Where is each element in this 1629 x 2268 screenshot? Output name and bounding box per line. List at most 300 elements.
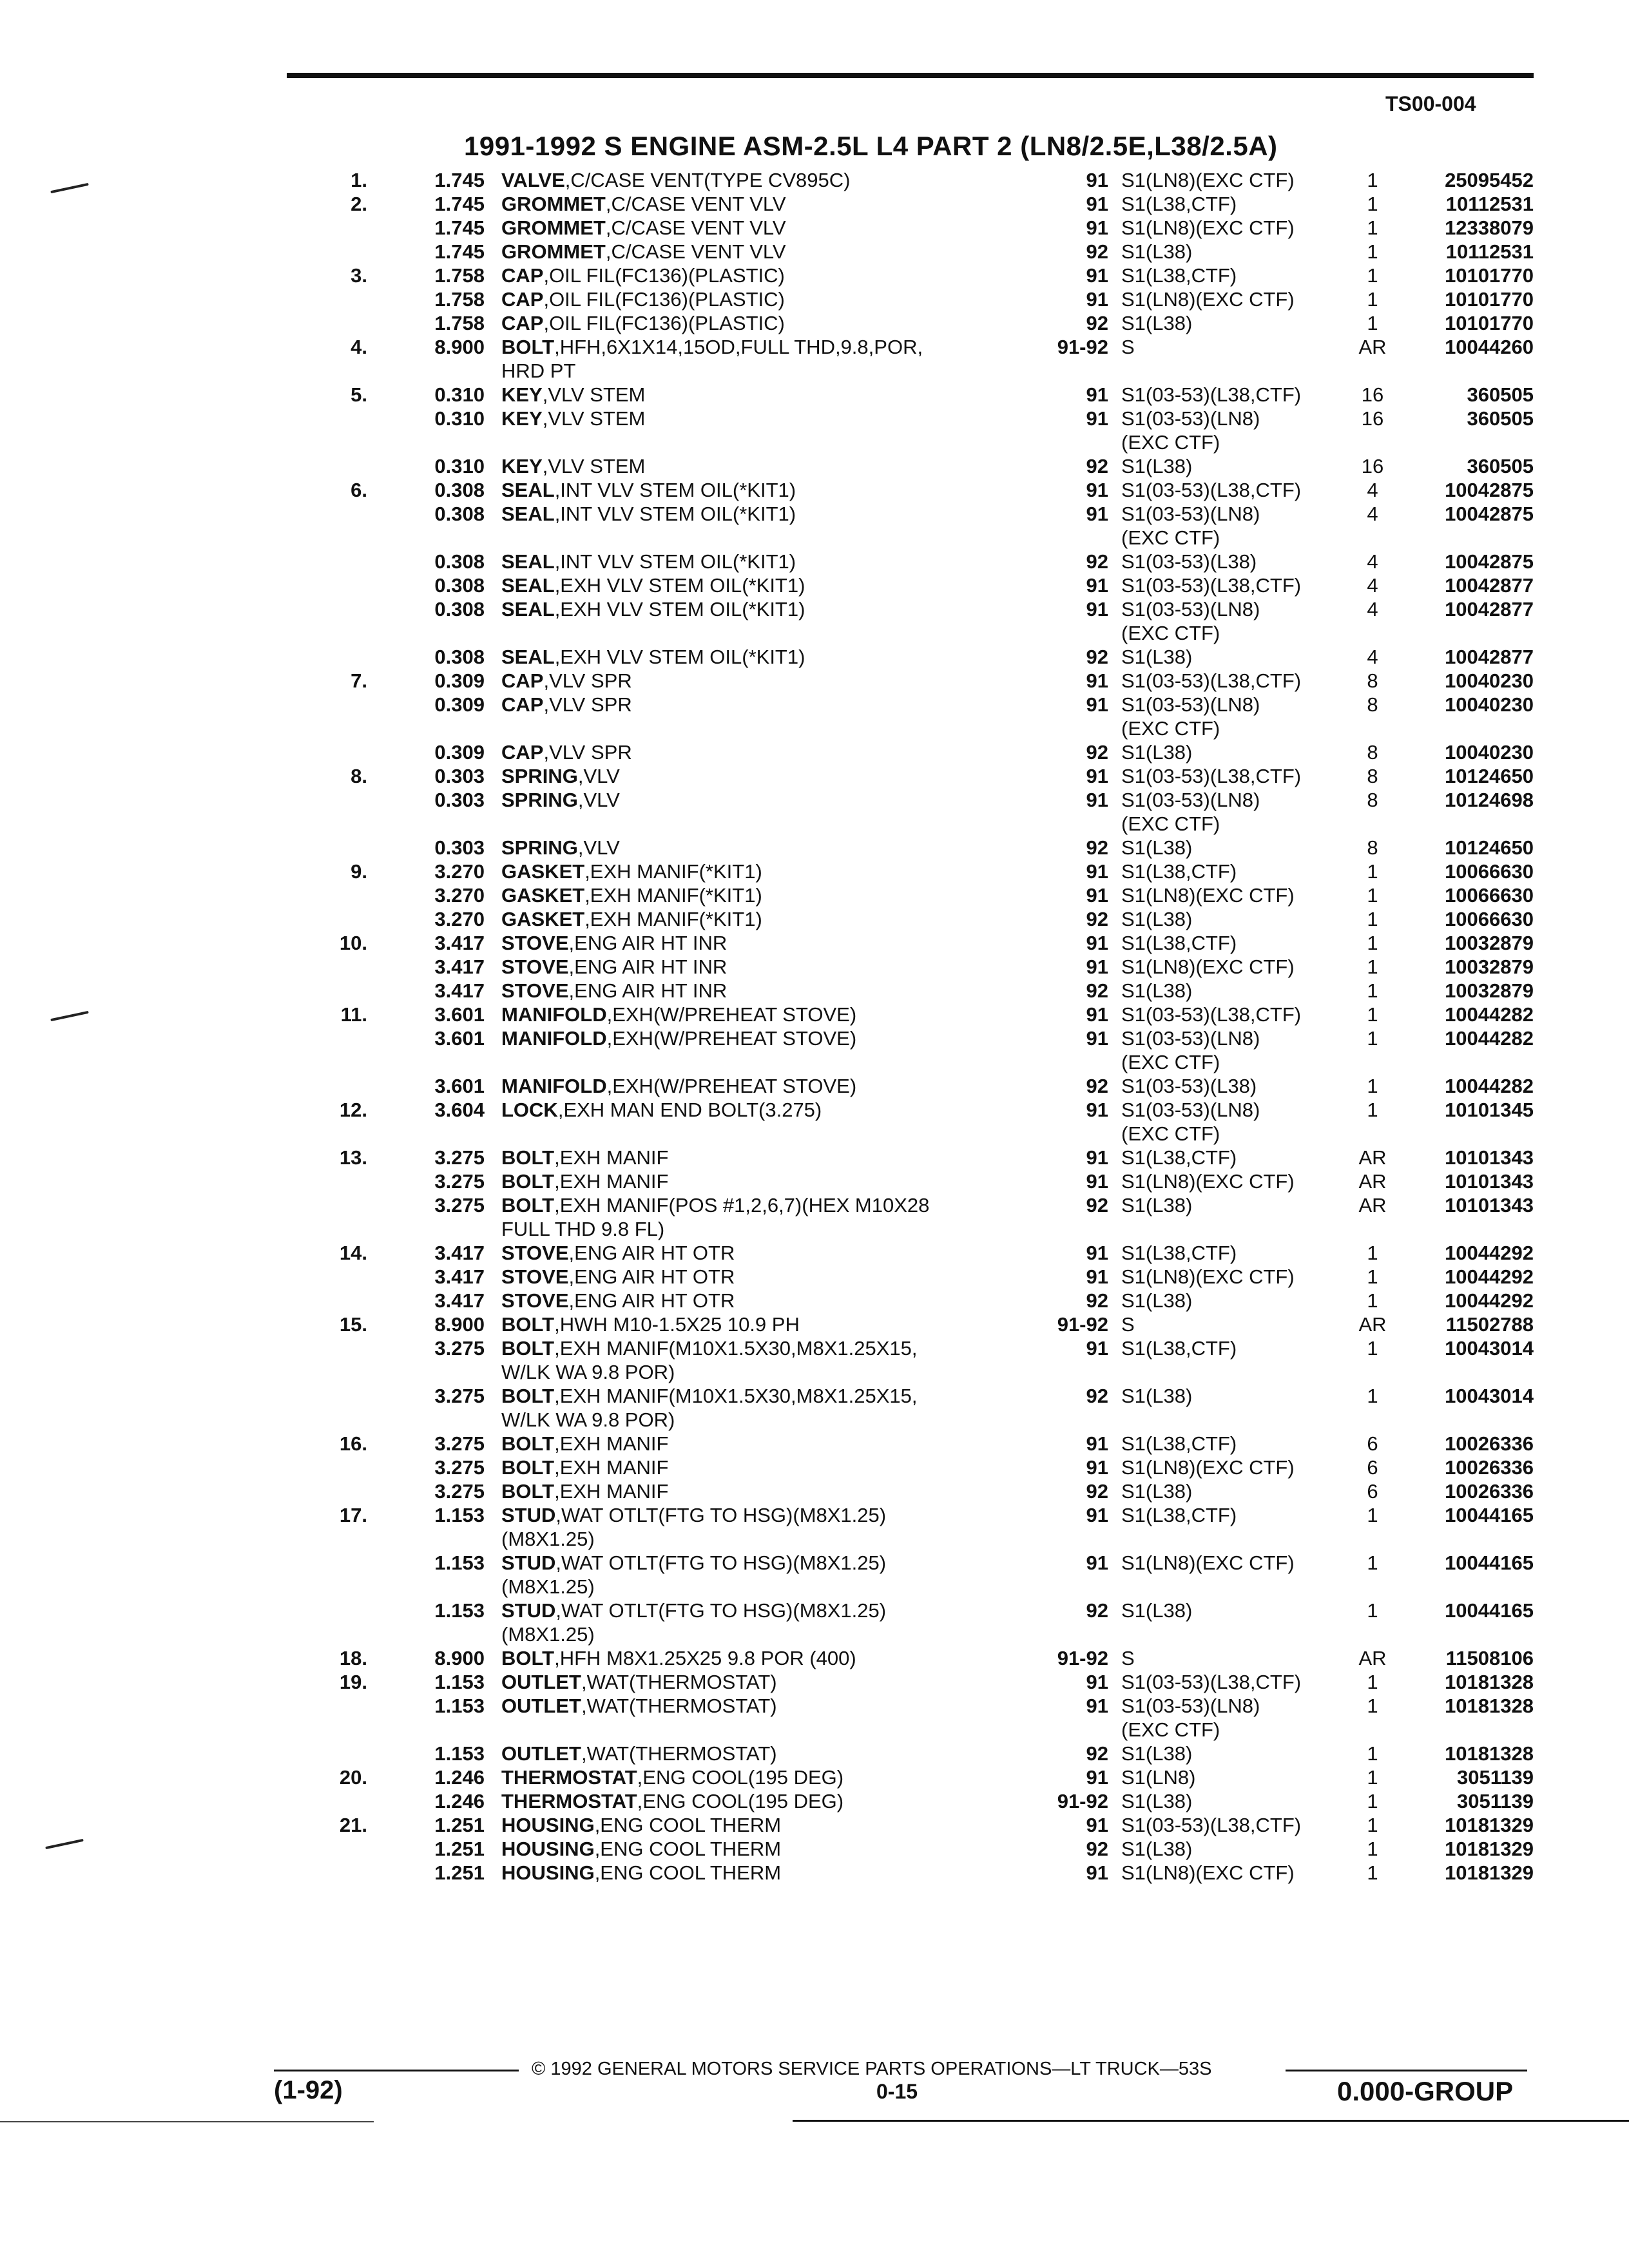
part-detail: ,WAT(THERMOSTAT) — [581, 1671, 777, 1693]
quantity: 1 — [1367, 193, 1378, 215]
group-number: 3.275 — [434, 1385, 485, 1407]
quantity: 1 — [1367, 1861, 1378, 1884]
model-year: 91 — [1086, 1003, 1108, 1026]
group-number: 3.275 — [434, 1337, 485, 1360]
group-number: 1.745 — [434, 169, 485, 191]
usage-code: (EXC CTF) — [1121, 717, 1220, 740]
usage-code: S1(LN8)(EXC CTF) — [1121, 216, 1295, 239]
part-detail: ,HWH M10-1.5X25 10.9 PH — [554, 1313, 800, 1336]
part-name: STUD — [501, 1552, 556, 1574]
quantity: 1 — [1367, 1385, 1378, 1407]
usage-code: S1(L38,CTF) — [1121, 1432, 1237, 1455]
group-number: 3.275 — [434, 1456, 485, 1479]
model-year: 91 — [1086, 932, 1108, 954]
model-year: 91-92 — [1057, 1313, 1108, 1336]
group-number: 1.251 — [434, 1838, 485, 1860]
quantity: 1 — [1367, 1742, 1378, 1765]
quantity: 1 — [1367, 860, 1378, 883]
table-row — [0, 288, 1629, 312]
quantity: 1 — [1367, 1599, 1378, 1622]
part-description — [501, 169, 1036, 192]
usage-code: S1(L38) — [1121, 646, 1193, 668]
part-description — [501, 216, 1036, 240]
part-description — [501, 1861, 1036, 1885]
model-year: 91 — [1086, 288, 1108, 311]
part-detail: ,VLV SPR — [543, 693, 632, 716]
part-name: STUD — [501, 1599, 556, 1622]
model-year: 91 — [1086, 574, 1108, 597]
part-name: STOVE — [501, 932, 569, 954]
part-number: 10040230 — [1445, 669, 1534, 692]
part-number: 25095452 — [1445, 169, 1534, 191]
part-detail: ,EXH MANIF — [554, 1480, 669, 1503]
group-number: 3.275 — [434, 1170, 485, 1193]
part-detail: W/LK WA 9.8 POR) — [501, 1408, 675, 1431]
part-description — [501, 1027, 1036, 1050]
model-year: 91 — [1086, 598, 1108, 620]
part-number: 10042875 — [1445, 503, 1534, 525]
model-year: 92 — [1086, 646, 1108, 668]
part-name: KEY — [501, 455, 543, 477]
part-name: GASKET — [501, 860, 585, 883]
usage-code: S1(LN8)(EXC CTF) — [1121, 956, 1295, 978]
quantity: 1 — [1367, 1099, 1378, 1121]
model-year: 91 — [1086, 1170, 1108, 1193]
part-detail: ,INT VLV STEM OIL(*KIT1) — [554, 503, 796, 525]
part-detail: ,ENG AIR HT INR — [568, 979, 728, 1002]
usage-code: S1(L38,CTF) — [1121, 1146, 1237, 1169]
part-number: 10044282 — [1445, 1003, 1534, 1026]
part-description — [501, 646, 1036, 669]
quantity: 1 — [1367, 169, 1378, 191]
part-description — [501, 574, 1036, 597]
quantity: 8 — [1367, 693, 1378, 716]
part-name: HOUSING — [501, 1814, 595, 1836]
part-name: MANIFOLD — [501, 1075, 607, 1097]
group-number: 3.270 — [434, 884, 485, 907]
illustration-number: 12. — [339, 1099, 367, 1121]
part-detail: ,C/CASE VENT VLV — [605, 240, 786, 263]
model-year: 91 — [1086, 1456, 1108, 1479]
part-description — [501, 1742, 1036, 1765]
part-name: OUTLET — [501, 1671, 581, 1693]
group-number: 1.758 — [434, 264, 485, 287]
group-number: 1.745 — [434, 240, 485, 263]
part-name: CAP — [501, 741, 544, 764]
illustration-number: 9. — [351, 860, 367, 883]
table-row — [0, 1122, 1629, 1146]
part-description — [501, 1552, 1036, 1575]
part-description — [501, 1242, 1036, 1265]
table-row — [0, 1337, 1629, 1361]
part-description — [501, 1313, 1036, 1336]
table-row — [0, 884, 1629, 908]
table-row — [0, 431, 1629, 455]
model-year: 91 — [1086, 503, 1108, 525]
part-detail: ,ENG AIR HT OTR — [568, 1265, 735, 1288]
part-name: BOLT — [501, 1313, 555, 1336]
part-detail: ,ENG COOL THERM — [594, 1814, 782, 1836]
quantity: 1 — [1367, 240, 1378, 263]
model-year: 92 — [1086, 1838, 1108, 1860]
part-name: SEAL — [501, 646, 555, 668]
table-row — [0, 1814, 1629, 1838]
table-row — [0, 264, 1629, 288]
model-year: 91-92 — [1057, 1790, 1108, 1812]
model-year: 91 — [1086, 1552, 1108, 1574]
group-number: 1.251 — [434, 1861, 485, 1884]
group-number: 3.275 — [434, 1480, 485, 1503]
table-row — [0, 1742, 1629, 1766]
part-description — [501, 407, 1036, 430]
part-name: CAP — [501, 669, 544, 692]
part-detail: ,EXH VLV STEM OIL(*KIT1) — [554, 646, 805, 668]
group-number: 1.153 — [434, 1671, 485, 1693]
group-number: 1.758 — [434, 312, 485, 334]
table-row — [0, 836, 1629, 860]
part-number: 10043014 — [1445, 1385, 1534, 1407]
part-number: 11502788 — [1445, 1313, 1534, 1336]
quantity: 6 — [1367, 1456, 1378, 1479]
part-description — [501, 1838, 1036, 1861]
part-detail: ,EXH MAN END BOLT(3.275) — [557, 1099, 822, 1121]
usage-code: S — [1121, 1647, 1135, 1669]
part-description — [501, 360, 1036, 383]
model-year: 91 — [1086, 1432, 1108, 1455]
group-number: 0.308 — [434, 550, 485, 573]
part-description — [501, 336, 1036, 359]
group-number: 3.601 — [434, 1003, 485, 1026]
table-row — [0, 479, 1629, 503]
quantity: 4 — [1367, 646, 1378, 668]
quantity: 1 — [1367, 884, 1378, 907]
part-description — [501, 1528, 1036, 1551]
part-number: 11508106 — [1445, 1647, 1534, 1669]
part-description — [501, 693, 1036, 716]
part-name: SPRING — [501, 789, 578, 811]
part-name: STUD — [501, 1504, 556, 1526]
part-description — [501, 455, 1036, 478]
table-row — [0, 526, 1629, 550]
part-number: 10066630 — [1445, 908, 1534, 930]
part-detail: ,EXH(W/PREHEAT STOVE) — [606, 1027, 857, 1050]
quantity: 1 — [1367, 1838, 1378, 1860]
part-detail: ,EXH MANIF(*KIT1) — [584, 908, 762, 930]
model-year: 92 — [1086, 979, 1108, 1002]
part-description — [501, 1575, 1036, 1599]
part-number: 10181328 — [1445, 1742, 1534, 1765]
usage-code: S1(LN8)(EXC CTF) — [1121, 1456, 1295, 1479]
table-row — [0, 1575, 1629, 1599]
model-year: 92 — [1086, 1194, 1108, 1216]
part-detail: ,EXH MANIF — [554, 1432, 669, 1455]
group-number: 0.308 — [434, 574, 485, 597]
part-name: HOUSING — [501, 1861, 595, 1884]
usage-code: S1(03-53)(LN8) — [1121, 407, 1260, 430]
model-year: 91 — [1086, 789, 1108, 811]
quantity: 1 — [1367, 312, 1378, 334]
model-year: 91 — [1086, 1504, 1108, 1526]
quantity: 4 — [1367, 550, 1378, 573]
part-detail: ,WAT OTLT(FTG TO HSG)(M8X1.25) — [555, 1504, 887, 1526]
group-number: 0.308 — [434, 598, 485, 620]
table-row — [0, 1027, 1629, 1051]
part-description — [501, 1385, 1036, 1408]
usage-code: S1(03-53)(LN8) — [1121, 1695, 1260, 1717]
part-name: STOVE — [501, 979, 569, 1002]
model-year: 92 — [1086, 240, 1108, 263]
part-name: KEY — [501, 383, 543, 406]
table-row — [0, 956, 1629, 979]
model-year: 91-92 — [1057, 336, 1108, 358]
part-detail: ,VLV STEM — [542, 407, 646, 430]
part-number: 10044165 — [1445, 1504, 1534, 1526]
part-detail: ,C/CASE VENT VLV — [605, 193, 786, 215]
quantity: 1 — [1367, 1075, 1378, 1097]
part-description — [501, 908, 1036, 931]
illustration-number: 16. — [339, 1432, 367, 1455]
illustration-number: 14. — [339, 1242, 367, 1264]
part-description — [501, 193, 1036, 216]
quantity: 6 — [1367, 1432, 1378, 1455]
usage-code: S1(LN8)(EXC CTF) — [1121, 884, 1295, 907]
part-description — [501, 503, 1036, 526]
group-number: 3.601 — [434, 1075, 485, 1097]
illustration-number: 6. — [351, 479, 367, 501]
table-row — [0, 741, 1629, 765]
usage-code: S1(03-53)(L38,CTF) — [1121, 1003, 1302, 1026]
table-row — [0, 383, 1629, 407]
part-detail: ,EXH MANIF — [554, 1146, 669, 1169]
part-description — [501, 1432, 1036, 1456]
model-year: 91 — [1086, 693, 1108, 716]
quantity: 1 — [1367, 288, 1378, 311]
quantity: 1 — [1367, 908, 1378, 930]
illustration-number: 4. — [351, 336, 367, 358]
part-description — [501, 1408, 1036, 1432]
part-name: GASKET — [501, 884, 585, 907]
quantity: 1 — [1367, 1265, 1378, 1288]
usage-code: (EXC CTF) — [1121, 526, 1220, 549]
group-number: 3.417 — [434, 1265, 485, 1288]
quantity: 8 — [1367, 836, 1378, 859]
usage-code: S1(03-53)(L38,CTF) — [1121, 1814, 1302, 1836]
quantity: 1 — [1367, 1242, 1378, 1264]
group-number: 0.303 — [434, 765, 485, 787]
part-name: GROMMET — [501, 216, 606, 239]
model-year: 91 — [1086, 264, 1108, 287]
part-description — [501, 1790, 1036, 1813]
part-detail: ,C/CASE VENT VLV — [605, 216, 786, 239]
bottom-rule-left — [0, 2121, 374, 2122]
part-description — [501, 1361, 1036, 1384]
part-number: 10042877 — [1445, 598, 1534, 620]
table-row — [0, 789, 1629, 812]
table-row — [0, 1671, 1629, 1695]
part-description — [501, 550, 1036, 573]
quantity: 1 — [1367, 932, 1378, 954]
part-number: 360505 — [1467, 455, 1534, 477]
table-row — [0, 503, 1629, 526]
usage-code: (EXC CTF) — [1121, 1718, 1220, 1741]
model-year: 91 — [1086, 216, 1108, 239]
quantity: 8 — [1367, 789, 1378, 811]
document-code: TS00-004 — [1385, 92, 1476, 115]
usage-code: S1(LN8) — [1121, 1766, 1196, 1789]
table-row — [0, 622, 1629, 646]
part-detail: W/LK WA 9.8 POR) — [501, 1361, 675, 1383]
part-number: 3051139 — [1457, 1766, 1534, 1789]
parts-list — [0, 169, 1629, 1885]
table-row — [0, 407, 1629, 431]
table-row — [0, 550, 1629, 574]
part-detail: ,VLV — [577, 836, 620, 859]
quantity: 1 — [1367, 1552, 1378, 1574]
part-detail: ,ENG AIR HT INR — [568, 932, 728, 954]
table-row — [0, 193, 1629, 216]
part-description — [501, 1337, 1036, 1360]
part-detail: (M8X1.25) — [501, 1623, 595, 1646]
part-name: SEAL — [501, 479, 555, 501]
table-row — [0, 1456, 1629, 1480]
model-year: 91 — [1086, 1265, 1108, 1288]
model-year: 91-92 — [1057, 1647, 1108, 1669]
usage-code: S1(L38) — [1121, 1289, 1193, 1312]
quantity: 1 — [1367, 1671, 1378, 1693]
quantity: 8 — [1367, 669, 1378, 692]
table-row — [0, 1695, 1629, 1718]
part-name: CAP — [501, 288, 544, 311]
part-name: GROMMET — [501, 193, 606, 215]
table-row — [0, 1170, 1629, 1194]
top-rule — [287, 73, 1534, 78]
page-number: 0-15 — [876, 2080, 918, 2103]
group-number: 1.758 — [434, 288, 485, 311]
model-year: 92 — [1086, 1385, 1108, 1407]
table-row — [0, 1504, 1629, 1528]
table-row — [0, 169, 1629, 193]
usage-code: S1(03-53)(L38,CTF) — [1121, 479, 1302, 501]
part-number: 10066630 — [1445, 884, 1534, 907]
part-detail: ,WAT(THERMOSTAT) — [581, 1695, 777, 1717]
part-description — [501, 1766, 1036, 1789]
quantity: 1 — [1367, 1790, 1378, 1812]
part-number: 10032879 — [1445, 956, 1534, 978]
part-detail: ,EXH MANIF(POS #1,2,6,7)(HEX M10X28 — [554, 1194, 930, 1216]
group-number: 1.153 — [434, 1552, 485, 1574]
usage-code: S1(03-53)(LN8) — [1121, 1027, 1260, 1050]
model-year: 91 — [1086, 1861, 1108, 1884]
footer-rule-right — [1286, 2070, 1527, 2071]
part-description — [501, 264, 1036, 287]
usage-code: S1(L38) — [1121, 312, 1193, 334]
usage-code: S1(03-53)(L38,CTF) — [1121, 1671, 1302, 1693]
part-description — [501, 836, 1036, 860]
part-detail: ,WAT OTLT(FTG TO HSG)(M8X1.25) — [555, 1599, 887, 1622]
quantity: AR — [1358, 1313, 1387, 1336]
part-name: SEAL — [501, 598, 555, 620]
part-detail: ,VLV — [577, 789, 620, 811]
group-number: 1.153 — [434, 1742, 485, 1765]
model-year: 92 — [1086, 1480, 1108, 1503]
table-row — [0, 240, 1629, 264]
table-row — [0, 1313, 1629, 1337]
usage-code: S1(L38,CTF) — [1121, 264, 1237, 287]
part-detail: ,ENG AIR HT INR — [568, 956, 728, 978]
part-description — [501, 1599, 1036, 1622]
part-number: 10181329 — [1445, 1838, 1534, 1860]
illustration-number: 20. — [339, 1766, 367, 1789]
part-detail: ,ENG COOL(195 DEG) — [637, 1790, 844, 1812]
part-name: BOLT — [501, 1170, 555, 1193]
part-number: 10101345 — [1445, 1099, 1534, 1121]
group-number: 3.275 — [434, 1432, 485, 1455]
part-description — [501, 312, 1036, 335]
usage-code: S1(L38,CTF) — [1121, 193, 1237, 215]
illustration-number: 3. — [351, 264, 367, 287]
footer-rule-left — [274, 2070, 519, 2071]
part-name: SEAL — [501, 574, 555, 597]
model-year: 92 — [1086, 1599, 1108, 1622]
model-year: 92 — [1086, 312, 1108, 334]
model-year: 91 — [1086, 956, 1108, 978]
part-name: CAP — [501, 312, 544, 334]
usage-code: S1(LN8)(EXC CTF) — [1121, 1265, 1295, 1288]
illustration-number: 5. — [351, 383, 367, 406]
part-detail: ,EXH MANIF(M10X1.5X30,M8X1.25X15, — [554, 1337, 918, 1360]
usage-code: S1(03-53)(L38,CTF) — [1121, 669, 1302, 692]
revision-date: (1-92) — [274, 2076, 343, 2104]
part-description — [501, 1480, 1036, 1503]
group-label: 0.000-GROUP — [1337, 2076, 1514, 2106]
quantity: 16 — [1361, 383, 1384, 406]
part-detail: HRD PT — [501, 360, 576, 382]
part-detail: ,VLV SPR — [543, 741, 632, 764]
table-row — [0, 216, 1629, 240]
usage-code: S — [1121, 336, 1135, 358]
usage-code: S1(LN8)(EXC CTF) — [1121, 288, 1295, 311]
usage-code: S1(LN8)(EXC CTF) — [1121, 169, 1295, 191]
model-year: 92 — [1086, 455, 1108, 477]
part-name: BOLT — [501, 1146, 555, 1169]
usage-code: S1(L38,CTF) — [1121, 860, 1237, 883]
part-description — [501, 479, 1036, 502]
part-number: 10181328 — [1445, 1671, 1534, 1693]
part-description — [501, 1170, 1036, 1193]
usage-code: S1(03-53)(L38,CTF) — [1121, 383, 1302, 406]
model-year: 92 — [1086, 550, 1108, 573]
part-name: SPRING — [501, 836, 578, 859]
table-row — [0, 693, 1629, 717]
group-number: 3.417 — [434, 1242, 485, 1264]
model-year: 92 — [1086, 1289, 1108, 1312]
group-number: 3.601 — [434, 1027, 485, 1050]
group-number: 0.303 — [434, 789, 485, 811]
part-number: 10044282 — [1445, 1027, 1534, 1050]
part-detail: ,ENG AIR HT OTR — [568, 1242, 735, 1264]
group-number: 1.745 — [434, 216, 485, 239]
table-row — [0, 1385, 1629, 1408]
quantity: AR — [1358, 1146, 1387, 1169]
table-row — [0, 336, 1629, 360]
part-description — [501, 860, 1036, 883]
illustration-number: 17. — [339, 1504, 367, 1526]
part-number: 10101343 — [1445, 1146, 1534, 1169]
part-detail: ,EXH VLV STEM OIL(*KIT1) — [554, 598, 805, 620]
group-number: 0.310 — [434, 383, 485, 406]
usage-code: S1(L38) — [1121, 1599, 1193, 1622]
illustration-number: 1. — [351, 169, 367, 191]
